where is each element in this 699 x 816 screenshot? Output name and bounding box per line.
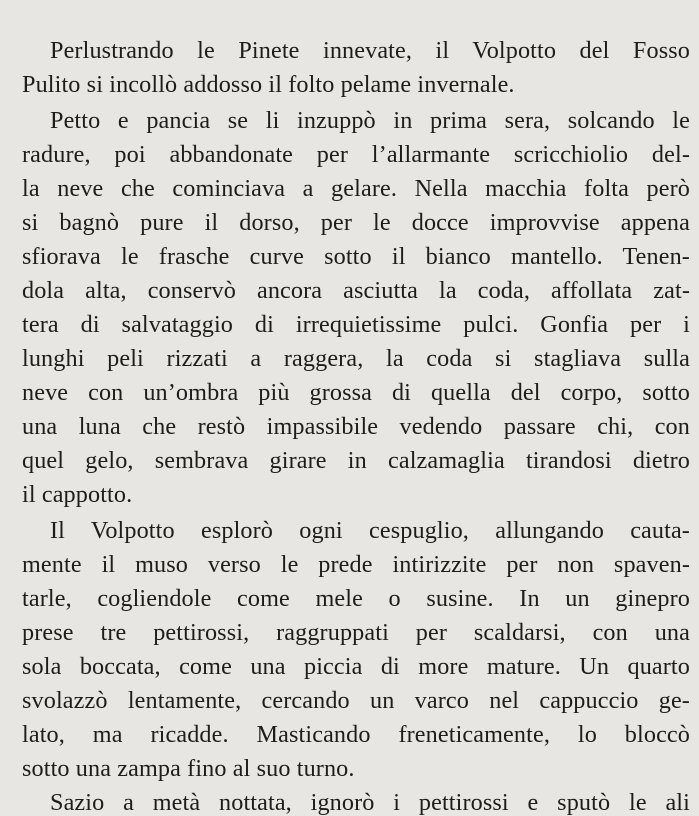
text-line: si bagnò pure il dorso, per le docce improvvise appena [22, 209, 690, 236]
text-line: la neve che cominciava a gelare. Nella macchia folta però [22, 175, 690, 202]
text-line: prese tre pettirossi, raggruppati per scaldarsi, con una [22, 619, 690, 646]
text-line: Petto e pancia se li inzuppò in prima sera, solcando le [50, 107, 690, 134]
text-line: neve con un’ombra più grossa di quella del corpo, sotto [22, 379, 690, 406]
text-line: sotto una zampa fino al suo turno. [22, 755, 355, 782]
text-line: quel gelo, sembrava girare in calzamaglia tirandosi dietro [22, 447, 690, 474]
text-line: Perlustrando le Pinete innevate, il Volpotto del Fosso [50, 37, 690, 64]
text-line: Pulito si incollò addosso il folto pelame invernale. [22, 71, 515, 98]
text-line: il cappotto. [22, 481, 133, 508]
text-line: svolazzò lentamente, cercando un varco nel cappuccio ge- [22, 687, 690, 714]
text-line: sola boccata, come una piccia di more mature. Un quarto [22, 653, 690, 680]
text-line: Sazio a metà nottata, ignorò i pettirossi e sputò le ali [50, 789, 690, 816]
text-line: tera di salvataggio di irrequietissime pulci. Gonfia per i [22, 311, 690, 338]
text-line: Il Volpotto esplorò ogni cespuglio, allungando cauta- [50, 517, 690, 544]
text-line: sfiorava le frasche curve sotto il bianco mantello. Tenen- [22, 243, 690, 270]
text-line: una luna che restò impassibile vedendo passare chi, con [22, 413, 690, 440]
text-line: tarle, cogliendole come mele o susine. In un ginepro [22, 585, 690, 612]
text-line: radure, poi abbandonate per l’allarmante scricchiolio del- [22, 141, 690, 168]
text-line: lunghi peli rizzati a raggera, la coda si stagliava sulla [22, 345, 690, 372]
text-line: dola alta, conservò ancora asciutta la coda, affollata zat- [22, 277, 690, 304]
text-line: lato, ma ricadde. Masticando freneticamente, lo bloccò [22, 721, 690, 748]
text-line: mente il muso verso le prede intirizzite per non spaven- [22, 551, 690, 578]
